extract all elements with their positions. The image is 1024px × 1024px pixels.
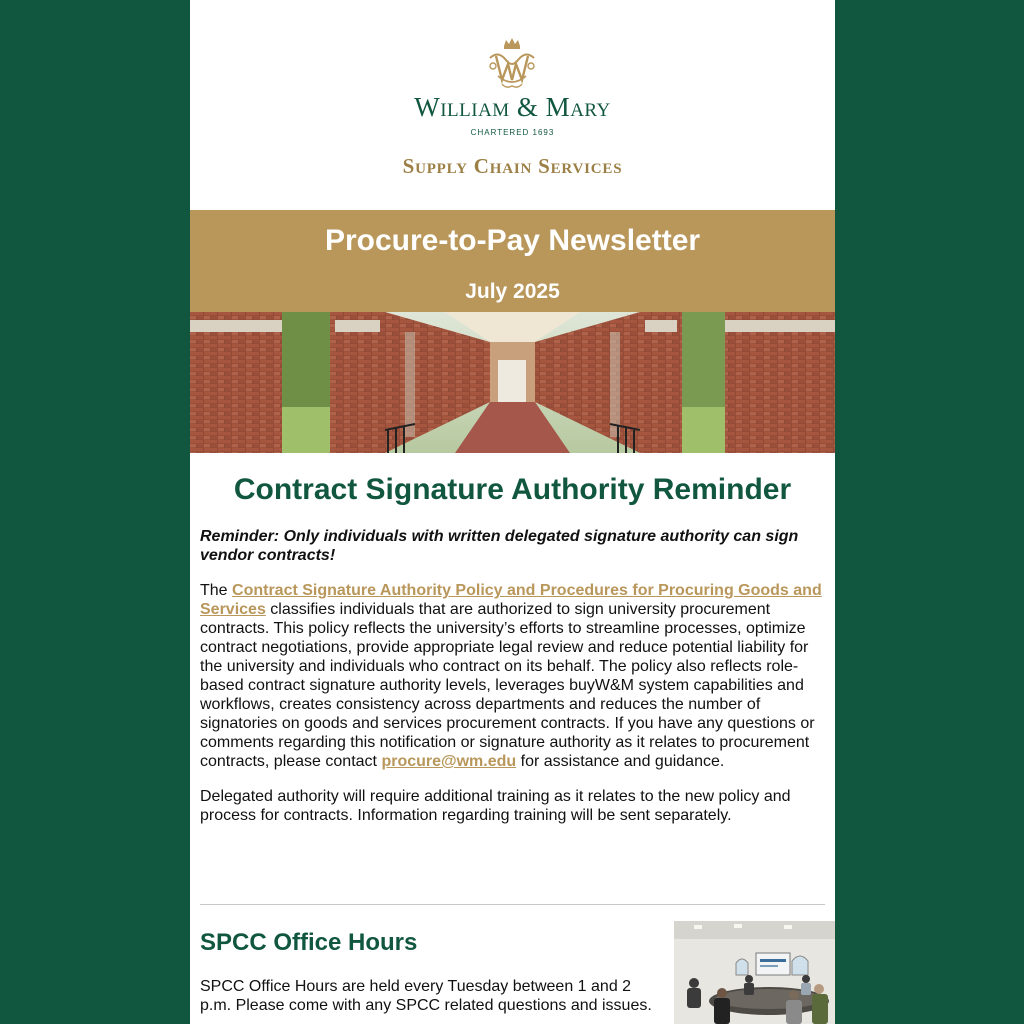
procure-email-link[interactable]: procure@wm.edu bbox=[381, 753, 517, 770]
colonnade-photo bbox=[190, 312, 835, 453]
meeting-room-photo bbox=[674, 921, 835, 1024]
spcc-body-text: SPCC Office Hours are held every Tuesday between 1 and 2 p.m. Please come with any SPCC related questions and issues. bbox=[200, 978, 652, 1014]
section-divider bbox=[200, 904, 825, 905]
policy-link[interactable]: Contract Signature Authority Policy and Procedures for Procuring Goods and Services bbox=[200, 582, 822, 618]
policy-paragraph-prefix: The bbox=[200, 582, 233, 599]
office-hours-photo bbox=[674, 921, 835, 1024]
chartered-tagline: CHARTERED 1693 bbox=[470, 128, 555, 137]
training-paragraph: Delegated authority will require additional training as it relates to the new policy and process for contracts. Information regarding training will be sent separately. bbox=[200, 788, 791, 824]
newsletter-banner bbox=[190, 210, 835, 312]
reminder-callout: Reminder: Only individuals with written delegated signature authority can sign vendor contracts! bbox=[200, 528, 799, 564]
article-section bbox=[200, 453, 825, 825]
department-name: Supply Chain Services bbox=[402, 154, 623, 178]
email-container bbox=[190, 0, 835, 1024]
newsletter-title: Procure-to-Pay Newsletter bbox=[324, 224, 701, 257]
policy-paragraph-suffix: for assistance and guidance. bbox=[516, 753, 725, 770]
logo-header bbox=[190, 0, 835, 210]
crest-icon bbox=[484, 36, 540, 92]
hero-image-colonnade bbox=[190, 312, 835, 453]
spcc-heading: SPCC Office Hours bbox=[200, 929, 418, 956]
policy-paragraph bbox=[200, 581, 825, 771]
policy-paragraph-middle: classifies individuals that are authorized to sign university procurement contracts. This policy reflects the university’s efforts to streamline processes, optimize contract negotiations, provide appropriate legal review and reduce potential liability for the university and individuals who contract on its behalf. The policy also reflects role-based contract signature authority levels, leverages buyW&M system capabilities and workflows, creates consistency across departments and reduces the number of signatories on goods and services procurement contracts. If you have any questions or comments regarding this notification or signature authority as it relates to procurement contracts, please contact bbox=[200, 601, 815, 770]
article-heading: Contract Signature Authority Reminder bbox=[233, 473, 792, 506]
university-wordmark: William & Mary bbox=[414, 92, 611, 122]
newsletter-date: July 2025 bbox=[465, 280, 560, 303]
